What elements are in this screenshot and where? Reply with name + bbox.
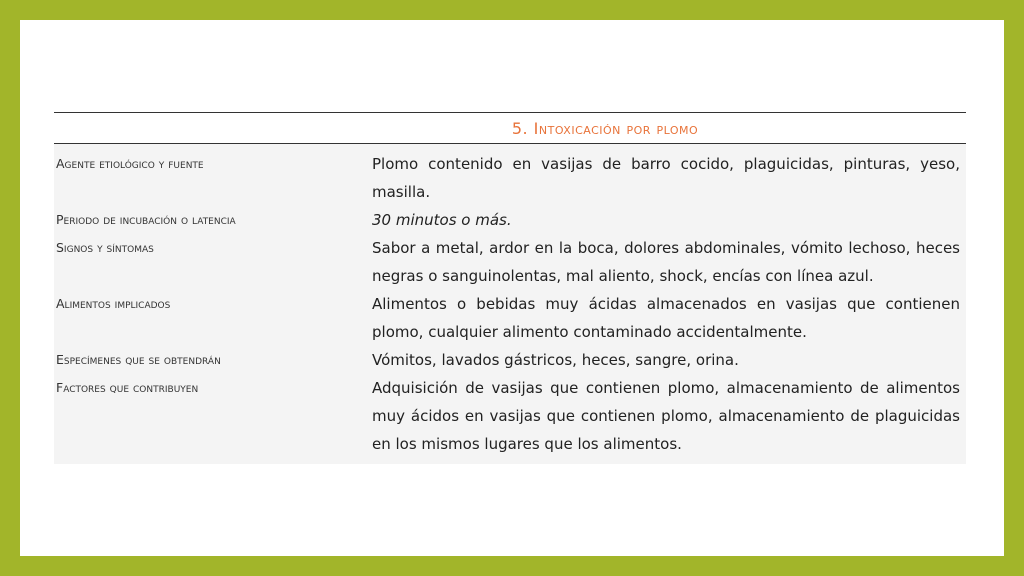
row-label: Agente etiológico y fuente <box>56 156 204 171</box>
row-label: Periodo de incubación o latencia <box>56 212 236 227</box>
row-value: 30 minutos o más. <box>372 211 512 229</box>
row-label: Especímenes que se obtendrán <box>56 352 221 367</box>
row-label: Signos y síntomas <box>56 240 154 255</box>
table-row-factors <box>54 374 966 458</box>
table-row-specimens <box>54 346 966 374</box>
table-title: 5. Intoxicación por plomo <box>511 118 699 138</box>
row-value: Alimentos o bebidas muy ácidas almacenados en vasijas que contienen plomo, cualquier alimento contaminado accidentalmente. <box>372 295 960 341</box>
row-value: Sabor a metal, ardor en la boca, dolores abdominales, vómito lechoso, heces negras o sanguinolentas, mal aliento, shock, encías con línea azul. <box>372 239 960 285</box>
row-value: Plomo contenido en vasijas de barro cocido, plaguicidas, pinturas, yeso, masilla. <box>372 155 960 201</box>
table-row-symptoms <box>54 234 966 290</box>
intoxication-table <box>54 112 966 464</box>
row-value: Vómitos, lavados gástricos, heces, sangre, orina. <box>372 351 739 369</box>
table-row-agent <box>54 150 966 206</box>
table-row-foods <box>54 290 966 346</box>
row-value: Adquisición de vasijas que contienen plomo, almacenamiento de alimentos muy ácidos en vasijas que contienen plomo, almacenamiento de plaguicidas en los mismos lugares que los alimentos. <box>372 379 960 453</box>
table-body <box>54 144 966 464</box>
table-header <box>54 113 966 143</box>
row-label: Factores que contribuyen <box>56 380 199 395</box>
table-row-incubation <box>54 206 966 234</box>
row-label: Alimentos implicados <box>56 296 171 311</box>
slide <box>20 20 1004 556</box>
